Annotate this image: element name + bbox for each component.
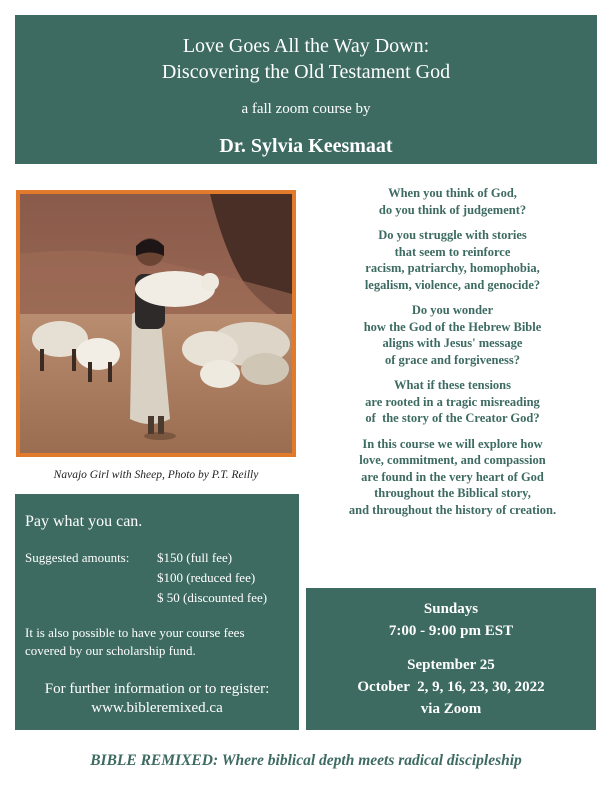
pricing-box: [15, 494, 299, 730]
schedule-hours: 7:00 - 9:00 pm EST: [388, 623, 514, 639]
amount-reduced-fee: $100 (reduced fee): [157, 570, 256, 585]
course-description-paragraph: [320, 436, 585, 519]
text-line: aligns with Jesus' message: [382, 336, 523, 350]
scholarship-note: [25, 624, 293, 660]
register-info-label: For further information or to register:: [44, 681, 270, 697]
author-name: Dr. Sylvia Keesmaat: [219, 135, 393, 157]
amount-full-fee: $150 (full fee): [157, 550, 233, 565]
website-link[interactable]: www.bibleremixed.ca: [91, 700, 223, 716]
text-line: how the God of the Hebrew Bible: [363, 319, 542, 334]
amount-discounted-fee: $ 50 (discounted fee): [157, 590, 268, 605]
text-line: and throughout the history of creation.: [348, 502, 557, 517]
text-line: Do you wonder: [411, 303, 494, 317]
text-line: When you think of God,: [388, 186, 517, 200]
schedule-time: [306, 598, 596, 642]
text-line: are found in the very heart of God: [361, 469, 544, 484]
text-line: In this course we will explore how: [362, 436, 543, 451]
footer-tagline: BIBLE REMIXED: Where biblical depth meets radical discipleship: [90, 752, 522, 769]
text-line: covered by our scholarship fund.: [25, 643, 196, 658]
amounts-list: [157, 548, 267, 608]
header-banner: [15, 15, 597, 164]
text-line: racism, patriarchy, homophobia,: [365, 261, 540, 275]
text-line: It is also possible to have your course fees: [25, 625, 245, 640]
text-line: of the story of the Creator God?: [365, 411, 540, 425]
photo-caption: Navajo Girl with Sheep, Photo by P.T. Reilly: [53, 469, 259, 481]
text-line: love, commitment, and compassion: [359, 453, 546, 467]
question-paragraph: [320, 377, 585, 427]
text-line: Do you struggle with stories: [378, 228, 527, 242]
schedule-date-october: October 2, 9, 16, 23, 30, 2022: [357, 679, 545, 695]
text-line: throughout the Biblical story,: [374, 486, 531, 500]
course-title-line1: Love Goes All the Way Down:: [182, 35, 430, 57]
text-line: that seem to reinforce: [394, 244, 511, 259]
text-line: are rooted in a tragic misreading: [365, 394, 540, 409]
course-subtitle: a fall zoom course by: [241, 101, 371, 117]
pricing-title: Pay what you can.: [25, 513, 143, 530]
schedule-day: Sundays: [423, 601, 479, 617]
photo-frame: [16, 190, 296, 457]
text-line: What if these tensions: [393, 378, 512, 392]
navajo-girl-with-sheep-photo: [20, 194, 292, 453]
schedule-dates: [306, 654, 596, 720]
intro-questions: [320, 185, 585, 527]
question-paragraph: [320, 227, 585, 293]
question-paragraph: [320, 302, 585, 368]
register-info: [15, 680, 299, 718]
text-line: legalism, violence, and genocide?: [364, 277, 541, 292]
schedule-platform: via Zoom: [420, 701, 482, 717]
schedule-date-september: September 25: [407, 657, 495, 673]
text-line: do you think of judgement?: [378, 202, 527, 217]
schedule-box: [306, 588, 596, 730]
course-title-line2: Discovering the Old Testament God: [161, 61, 451, 83]
text-line: of grace and forgiveness?: [384, 352, 521, 367]
suggested-amounts-label: Suggested amounts:: [25, 550, 130, 565]
question-paragraph: [320, 185, 585, 218]
